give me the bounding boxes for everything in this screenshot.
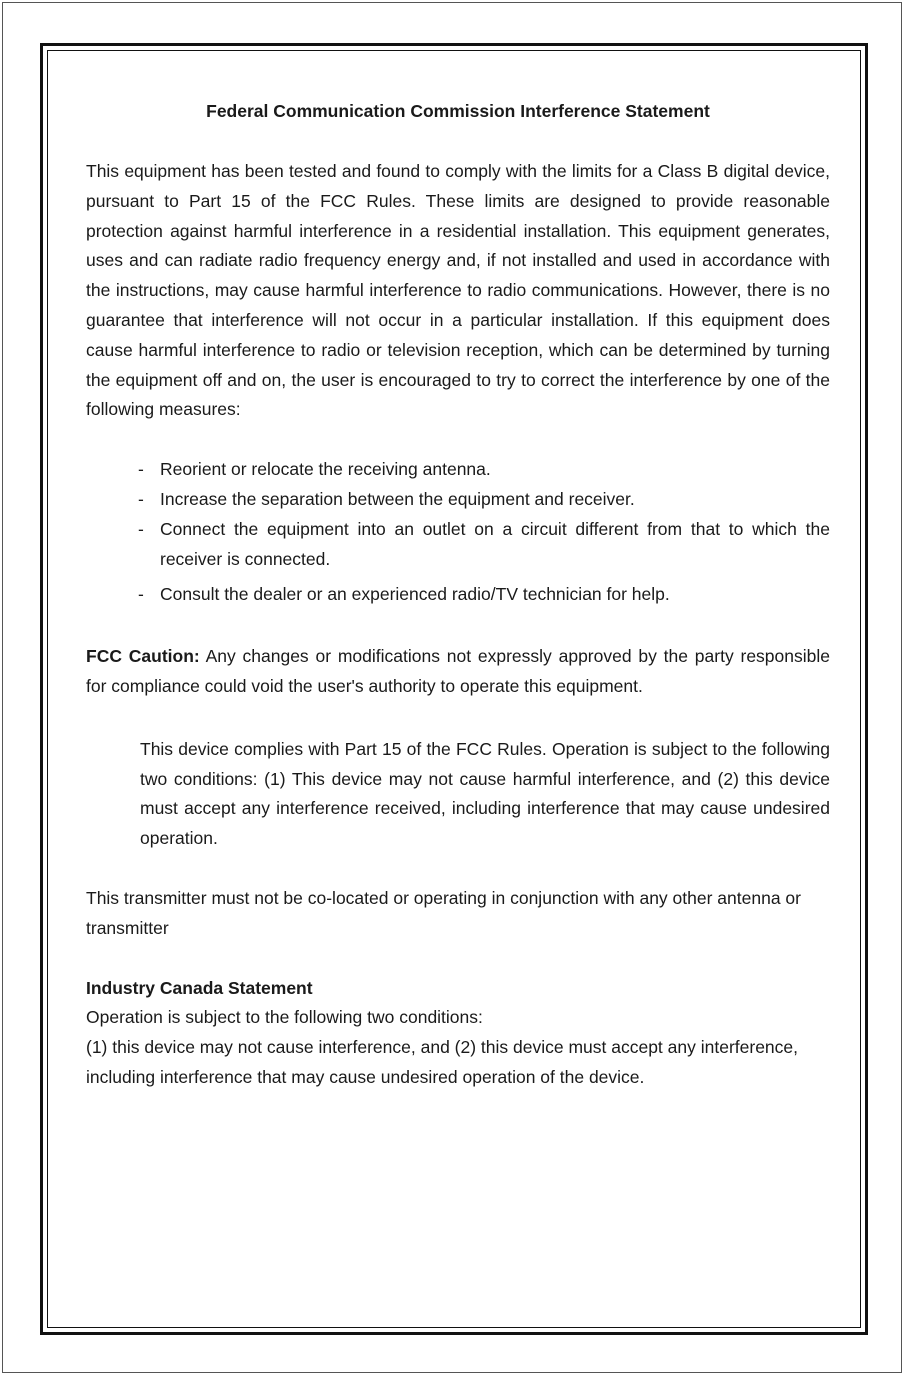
transmitter-paragraph: This transmitter must not be co-located or operating in conjunction with any other antenna or transmitter [86, 887, 801, 938]
measure-text: Connect the equipment into an outlet on a circuit different from that to which the receiver is connected. [160, 518, 830, 569]
list-item [138, 455, 830, 485]
list-item [138, 580, 830, 610]
measure-text: Consult the dealer or an experienced radio/TV technician for help. [160, 584, 670, 605]
document-content [86, 97, 830, 1093]
fcc-caution-label: FCC Caution: [86, 646, 200, 667]
compliance-paragraph: This device complies with Part 15 of the FCC Rules. Operation is subject to the following two conditions: (1) This device may not cause harmful interference, and (2) this device must accept any interference received, including interference that may cause undesired operation. [140, 738, 830, 849]
measure-text: Increase the separation between the equipment and receiver. [160, 488, 635, 509]
fcc-caution-paragraph [86, 642, 830, 702]
intro-paragraph: This equipment has been tested and found to comply with the limits for a Class B digital device, pursuant to Part 15 of the FCC Rules. These limits are designed to provide reasonable protection against harmful interference in a residential installation. This equipment generates, uses and can radiate radio frequency energy and, if not installed and used in accordance with the instructions, may cause harmful interference to radio communications. However, there is no guarantee that interference will not occur in a particular installation. If this equipment does cause harmful interference to radio or television reception, which can be determined by turning the equipment off and on, the user is encouraged to try to correct the interference by one of the following measures: [86, 161, 830, 420]
measure-text: Reorient or relocate the receiving antenna. [160, 459, 491, 480]
industry-canada-line-2: (1) this device may not cause interference, and (2) this device must accept any interference, including interference that may cause undesired operation of the device. [86, 1037, 799, 1087]
bullet-dash: - [138, 518, 144, 539]
industry-canada-line-1: Operation is subject to the following two conditions: [86, 1007, 483, 1028]
industry-canada-heading: Industry Canada Statement [86, 977, 313, 998]
bullet-dash: - [138, 488, 144, 509]
bullet-dash: - [138, 584, 144, 605]
list-item [138, 485, 830, 515]
fcc-caution-text: Any changes or modifications not expressly approved by the party responsible for compliance could void the user's authority to operate this equipment. [86, 646, 830, 696]
measures-list [138, 455, 830, 610]
list-item [138, 515, 830, 575]
document-title: Federal Communication Commission Interference Statement [206, 101, 710, 121]
bullet-dash: - [138, 459, 144, 480]
